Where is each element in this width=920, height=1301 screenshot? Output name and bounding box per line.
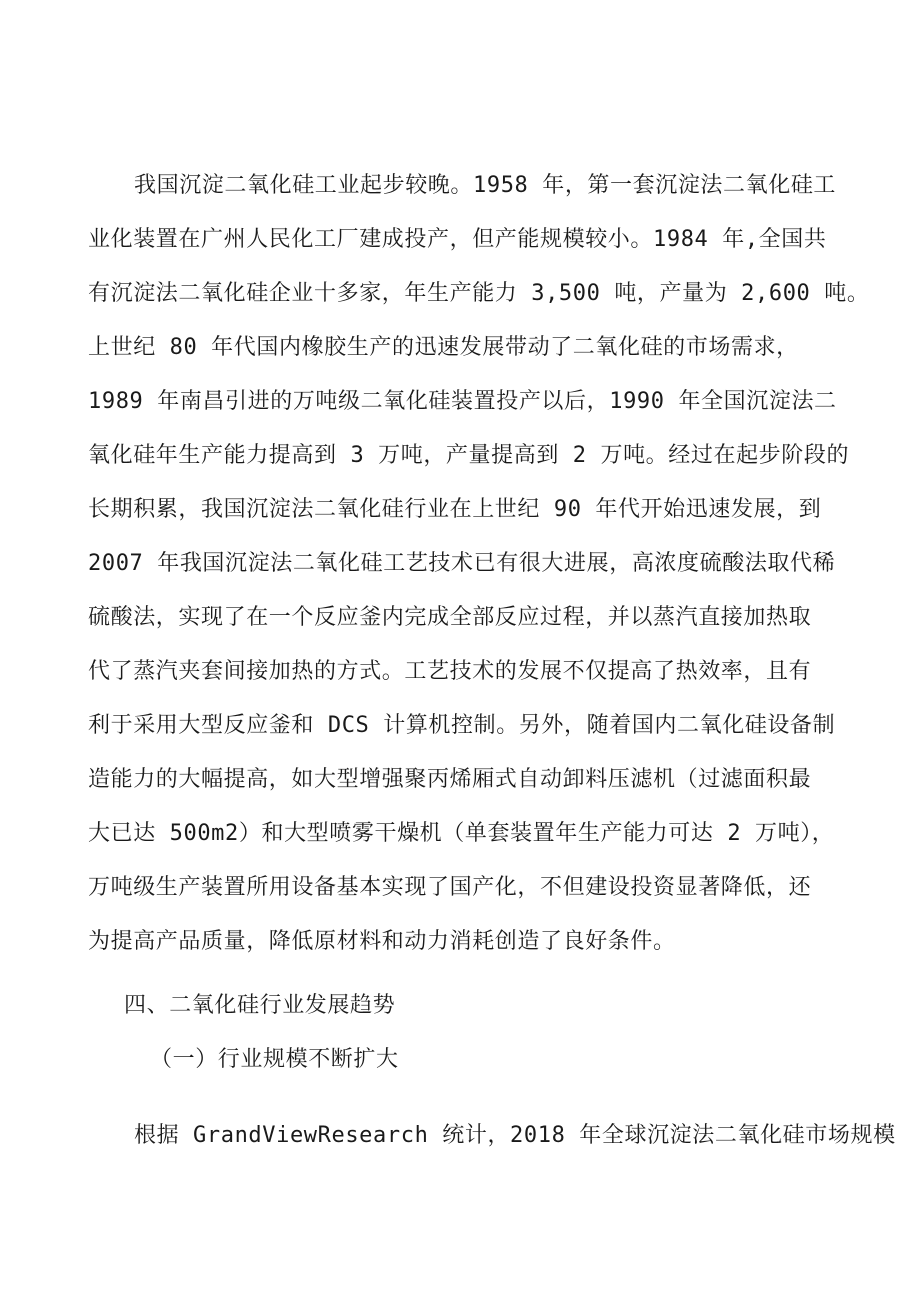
paragraph-1-line-1: 我国沉淀二氧化硅工业起步较晚。1958 年，第一套沉淀法二氧化硅工 [134, 173, 837, 198]
paragraph-1-line-8: 2007 年我国沉淀法二氧化硅工艺技术已有很大进展，高浓度硫酸法取代稀 [88, 551, 836, 576]
paragraph-1-line-15: 为提高产品质量，降低原材料和动力消耗创造了良好条件。 [88, 929, 676, 954]
paragraph-1-line-6: 氧化硅年生产能力提高到 3 万吨，产量提高到 2 万吨。经过在起步阶段的 [88, 443, 850, 468]
paragraph-1-line-7: 长期积累，我国沉淀法二氧化硅行业在上世纪 90 年代开始迅速发展，到 [88, 497, 822, 522]
section-heading: 四、二氧化硅行业发展趋势 [124, 993, 396, 1018]
paragraph-1-line-5: 1989 年南昌引进的万吨级二氧化硅装置投产以后，1990 年全国沉淀法二 [88, 389, 837, 414]
paragraph-1-line-11: 利于采用大型反应釜和 DCS 计算机控制。另外，随着国内二氧化硅设备制 [88, 713, 836, 738]
paragraph-1-line-4: 上世纪 80 年代国内橡胶生产的迅速发展带动了二氧化硅的市场需求， [88, 335, 799, 360]
paragraph-2-line-1: 根据 GrandViewResearch 统计，2018 年全球沉淀法二氧化硅市场规模 [134, 1123, 896, 1148]
paragraph-1-line-2: 业化装置在广州人民化工厂建成投产，但产能规模较小。1984 年,全国共 [88, 227, 827, 252]
subsection-heading: （一）行业规模不断扩大 [150, 1047, 399, 1072]
paragraph-1-line-3: 有沉淀法二氧化硅企业十多家，年生产能力 3,500 吨，产量为 2,600 吨。 [88, 281, 870, 306]
paragraph-1-line-14: 万吨级生产装置所用设备基本实现了国产化，不但建设投资显著降低，还 [88, 875, 812, 900]
paragraph-1-line-12: 造能力的大幅提高，如大型增强聚丙烯厢式自动卸料压滤机（过滤面积最 [88, 767, 812, 792]
paragraph-1-line-9: 硫酸法，实现了在一个反应釜内完成全部反应过程，并以蒸汽直接加热取 [88, 605, 812, 630]
paragraph-1-line-10: 代了蒸汽夹套间接加热的方式。工艺技术的发展不仅提高了热效率，且有 [88, 659, 812, 684]
paragraph-1-line-13: 大已达 500m2）和大型喷雾干燥机（单套装置年生产能力可达 2 万吨）， [88, 821, 835, 846]
